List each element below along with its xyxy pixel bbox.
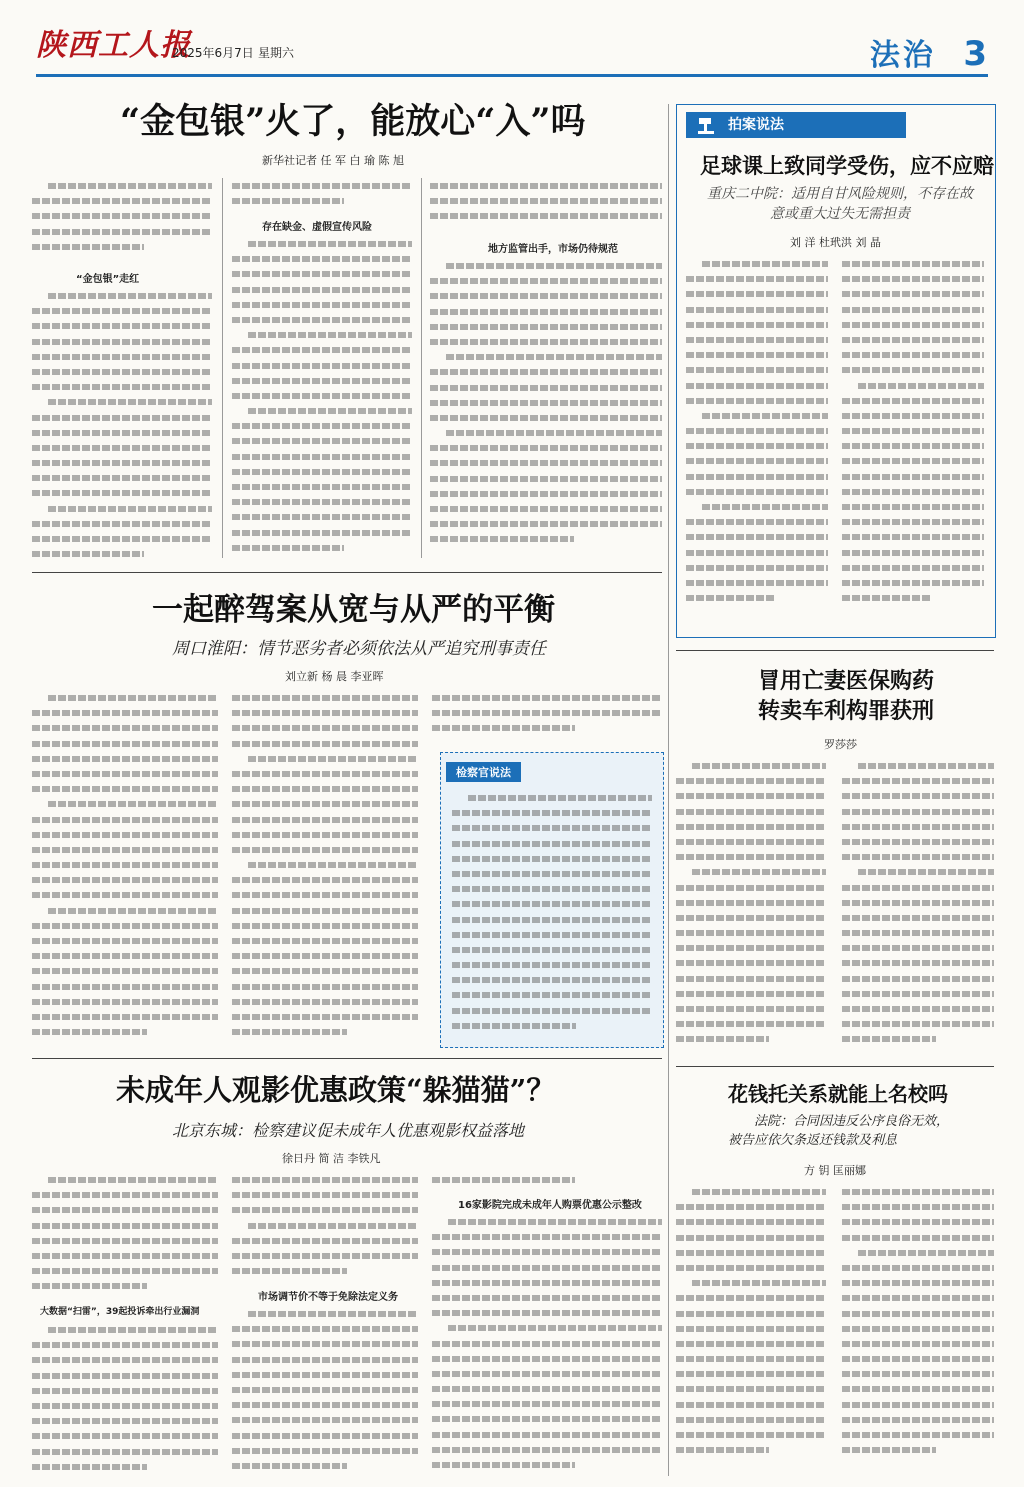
section-rule (32, 572, 662, 573)
column-body-left (686, 256, 828, 626)
article1-subhead-2: 存在缺金、虚假宣传风险 (262, 222, 372, 233)
article4-byline: 徐日丹 简 洁 李铁凡 (282, 1152, 381, 1165)
case-column-banner (686, 112, 906, 138)
issue-weekday: 星期六 (258, 46, 295, 60)
prosecutor-sidebar-body (452, 790, 652, 1036)
column-title: 足球课上致同学受伤，应不应赔 (700, 153, 994, 178)
article2-deck: 周口淮阳：情节恶劣者必须依法从严追究刑事责任 (172, 639, 546, 659)
article4-subhead-3: 16家影院完成未成年人购票优惠公示整改 (458, 1200, 642, 1211)
article2-col1 (32, 690, 218, 1046)
column-divider (421, 178, 422, 558)
article4-col1-body (32, 1322, 218, 1476)
article1-col2-top (232, 178, 412, 214)
section-header (870, 30, 990, 74)
masthead-rule (36, 74, 988, 77)
article2-col2 (232, 690, 418, 1046)
article2-col3-top (432, 690, 662, 746)
newspaper-logo: 陕西工人报 (36, 28, 191, 63)
case-column-label: 拍案说法 (728, 117, 784, 133)
article4-title: 未成年人观影优惠政策“躲猫猫”？ (116, 1073, 556, 1107)
gavel-icon (696, 115, 720, 135)
article4-subhead-1: 大数据“扫雷”，39起投诉牵出行业漏洞 (40, 1307, 200, 1317)
prosecutor-sidebar-tag: 检察官说法 (446, 762, 521, 782)
article5-deck (728, 1112, 949, 1150)
article1-subhead-1: “金包银”走红 (76, 274, 140, 285)
article3-col-left (676, 758, 826, 1060)
article5-byline: 方 钥 匡丽娜 (804, 1164, 866, 1177)
article5-col-left (676, 1184, 826, 1476)
issue-date: 2025年6月7日 (172, 46, 254, 60)
section-rule (676, 650, 994, 651)
masthead (0, 0, 1024, 72)
article1-subhead-3: 地方监管出手，市场仍待规范 (488, 244, 618, 255)
article3-title-line1: 冒用亡妻医保购药 (758, 668, 935, 694)
article1-col3-top (430, 178, 662, 234)
section-rule (32, 1058, 662, 1059)
article5-title: 花钱托关系就能上名校吗 (728, 1082, 948, 1106)
article4-subhead-2: 市场调节价不等于免除法定义务 (258, 1292, 398, 1303)
article3-col-right (842, 758, 994, 1060)
article5-deck-line2: 被告应依欠条返还钱款及利息 (728, 1133, 898, 1148)
article1-title: “金包银”火了，能放心“入”吗 (120, 101, 586, 142)
column-byline: 刘 洋 杜玳洪 刘 晶 (790, 236, 881, 249)
article5-col-right (842, 1184, 994, 1476)
article4-col3-top (432, 1172, 662, 1192)
article4-col1-top (32, 1172, 218, 1300)
column-deck: 重庆二中院：适用自甘风险规则，不存在故意或重大过失无需担责 (707, 186, 973, 222)
column-divider (222, 178, 223, 558)
section-name: 法治 (869, 38, 936, 73)
article1-byline: 新华社记者 任 军 白 瑜 陈 旭 (262, 154, 404, 167)
column-body-right (842, 256, 984, 626)
article1-col1-body (32, 288, 212, 558)
article3-byline: 罗莎莎 (824, 738, 857, 751)
article3-title-line2: 转卖车利构罪获刑 (758, 698, 935, 724)
article3-title (758, 666, 934, 726)
article1-col2-body (232, 236, 412, 558)
article1-col3-body (430, 258, 662, 558)
article1-col1-intro (32, 178, 212, 264)
page-divider (668, 104, 669, 1476)
article2-title: 一起醉驾案从宽与从严的平衡 (152, 592, 555, 628)
article4-col2-top (232, 1172, 418, 1282)
article2-byline: 刘立新 杨 晨 李亚晖 (285, 670, 384, 683)
article4-deck: 北京东城：检察建议促未成年人优惠观影权益落地 (172, 1121, 525, 1140)
section-rule (676, 1066, 994, 1067)
page-number: 3 (963, 34, 990, 74)
article4-col3-body (432, 1214, 662, 1476)
article5-deck-line1: 法院：合同因违反公序良俗无效， (754, 1114, 950, 1129)
article4-col2-body (232, 1306, 418, 1476)
